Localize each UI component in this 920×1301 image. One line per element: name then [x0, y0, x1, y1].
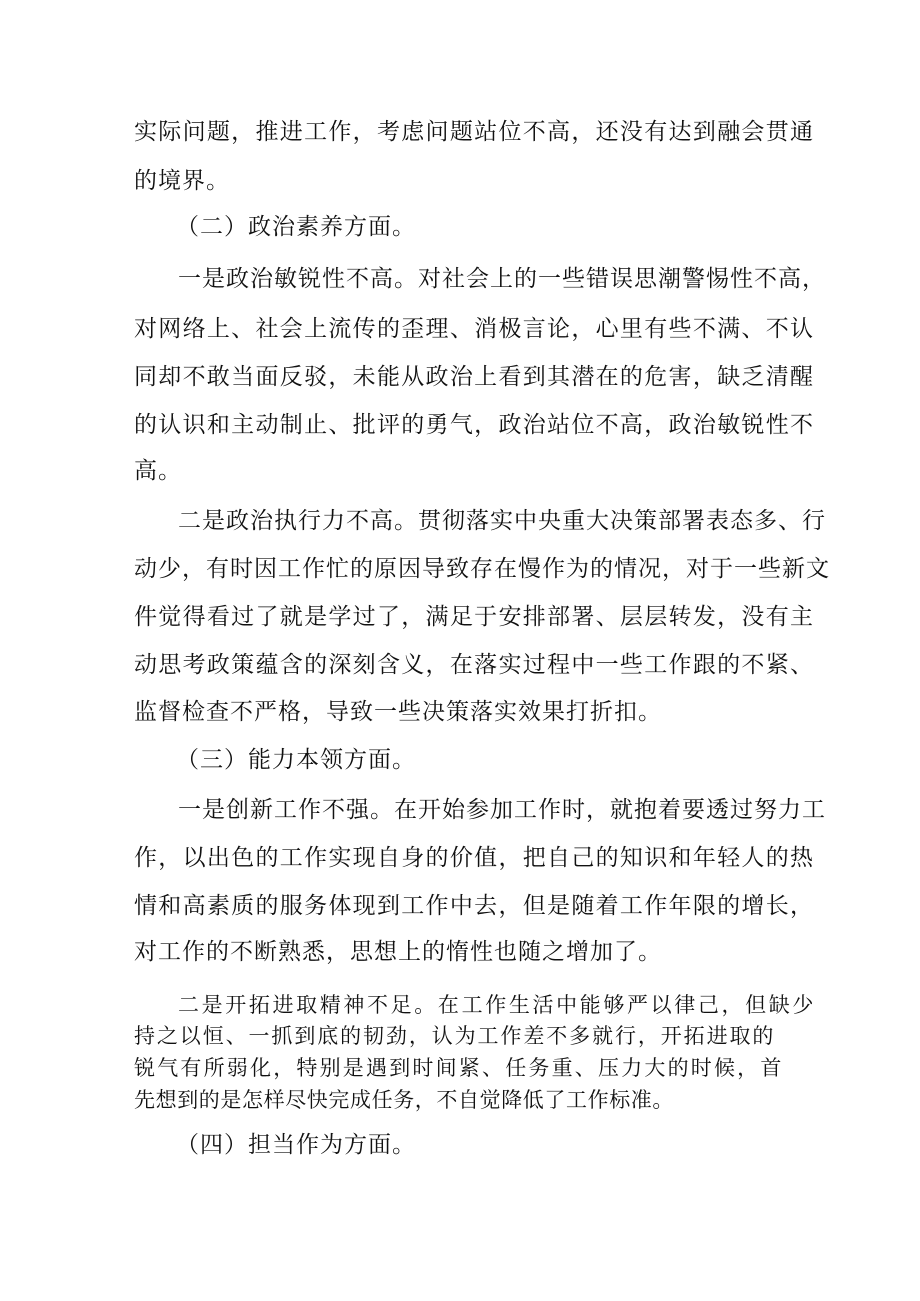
paragraph-line: 动思考政策蕴含的深刻含义，在落实过程中一些工作跟的不紧、	[134, 652, 814, 678]
paragraph-line: 件觉得看过了就是学过了，满足于安排部署、层层转发，没有主	[134, 604, 814, 630]
paragraph-line: 持之以恒、一抓到底的韧劲，认为工作差不多就行，开拓进取的	[134, 1024, 774, 1048]
paragraph-line: 锐气有所弱化，特别是遇到时间紧、任务重、压力大的时候，首	[134, 1056, 782, 1080]
paragraph-line: 的认识和主动制止、批评的勇气，政治站位不高，政治敏锐性不	[134, 412, 814, 438]
paragraph-line: 高。	[134, 458, 182, 484]
paragraph-line: 实际问题，推进工作，考虑问题站位不高，还没有达到融会贯通	[134, 119, 814, 145]
section-heading-responsibility: （四）担当作为方面。	[176, 1132, 416, 1158]
paragraph-line: 对工作的不断熟悉，思想上的惰性也随之增加了。	[134, 939, 662, 965]
paragraph-line: 情和高素质的服务体现到工作中去，但是随着工作年限的增长，	[134, 893, 814, 919]
paragraph-line: 二是开拓进取精神不足。在工作生活中能够严以律己，但缺少	[178, 993, 814, 1017]
paragraph-line: 先想到的是怎样尽快完成任务，不自觉降低了工作标准。	[134, 1088, 674, 1112]
section-heading-ability: （三）能力本领方面。	[176, 747, 416, 773]
paragraph-line: 一是创新工作不强。在开始参加工作时，就抱着要透过努力工	[178, 797, 826, 823]
paragraph-line: 一是政治敏锐性不高。对社会上的一些错误思潮警惕性不高，	[178, 266, 826, 292]
paragraph-line: 的境界。	[134, 168, 230, 194]
paragraph-line: 同却不敢当面反驳，未能从政治上看到其潜在的危害，缺乏清醒	[134, 364, 814, 390]
paragraph-line: 监督检查不严格，导致一些决策落实效果打折扣。	[134, 699, 662, 725]
paragraph-line: 对网络上、社会上流传的歪理、消极言论，心里有些不满、不认	[134, 316, 814, 342]
paragraph-line: 动少，有时因工作忙的原因导致存在慢作为的情况，对于一些新文	[134, 556, 830, 582]
paragraph-line: 作，以出色的工作实现自身的价值，把自己的知识和年轻人的热	[134, 845, 814, 871]
paragraph-line: 二是政治执行力不高。贯彻落实中央重大决策部署表态多、行	[178, 508, 826, 534]
section-heading-political: （二）政治素养方面。	[176, 214, 416, 240]
